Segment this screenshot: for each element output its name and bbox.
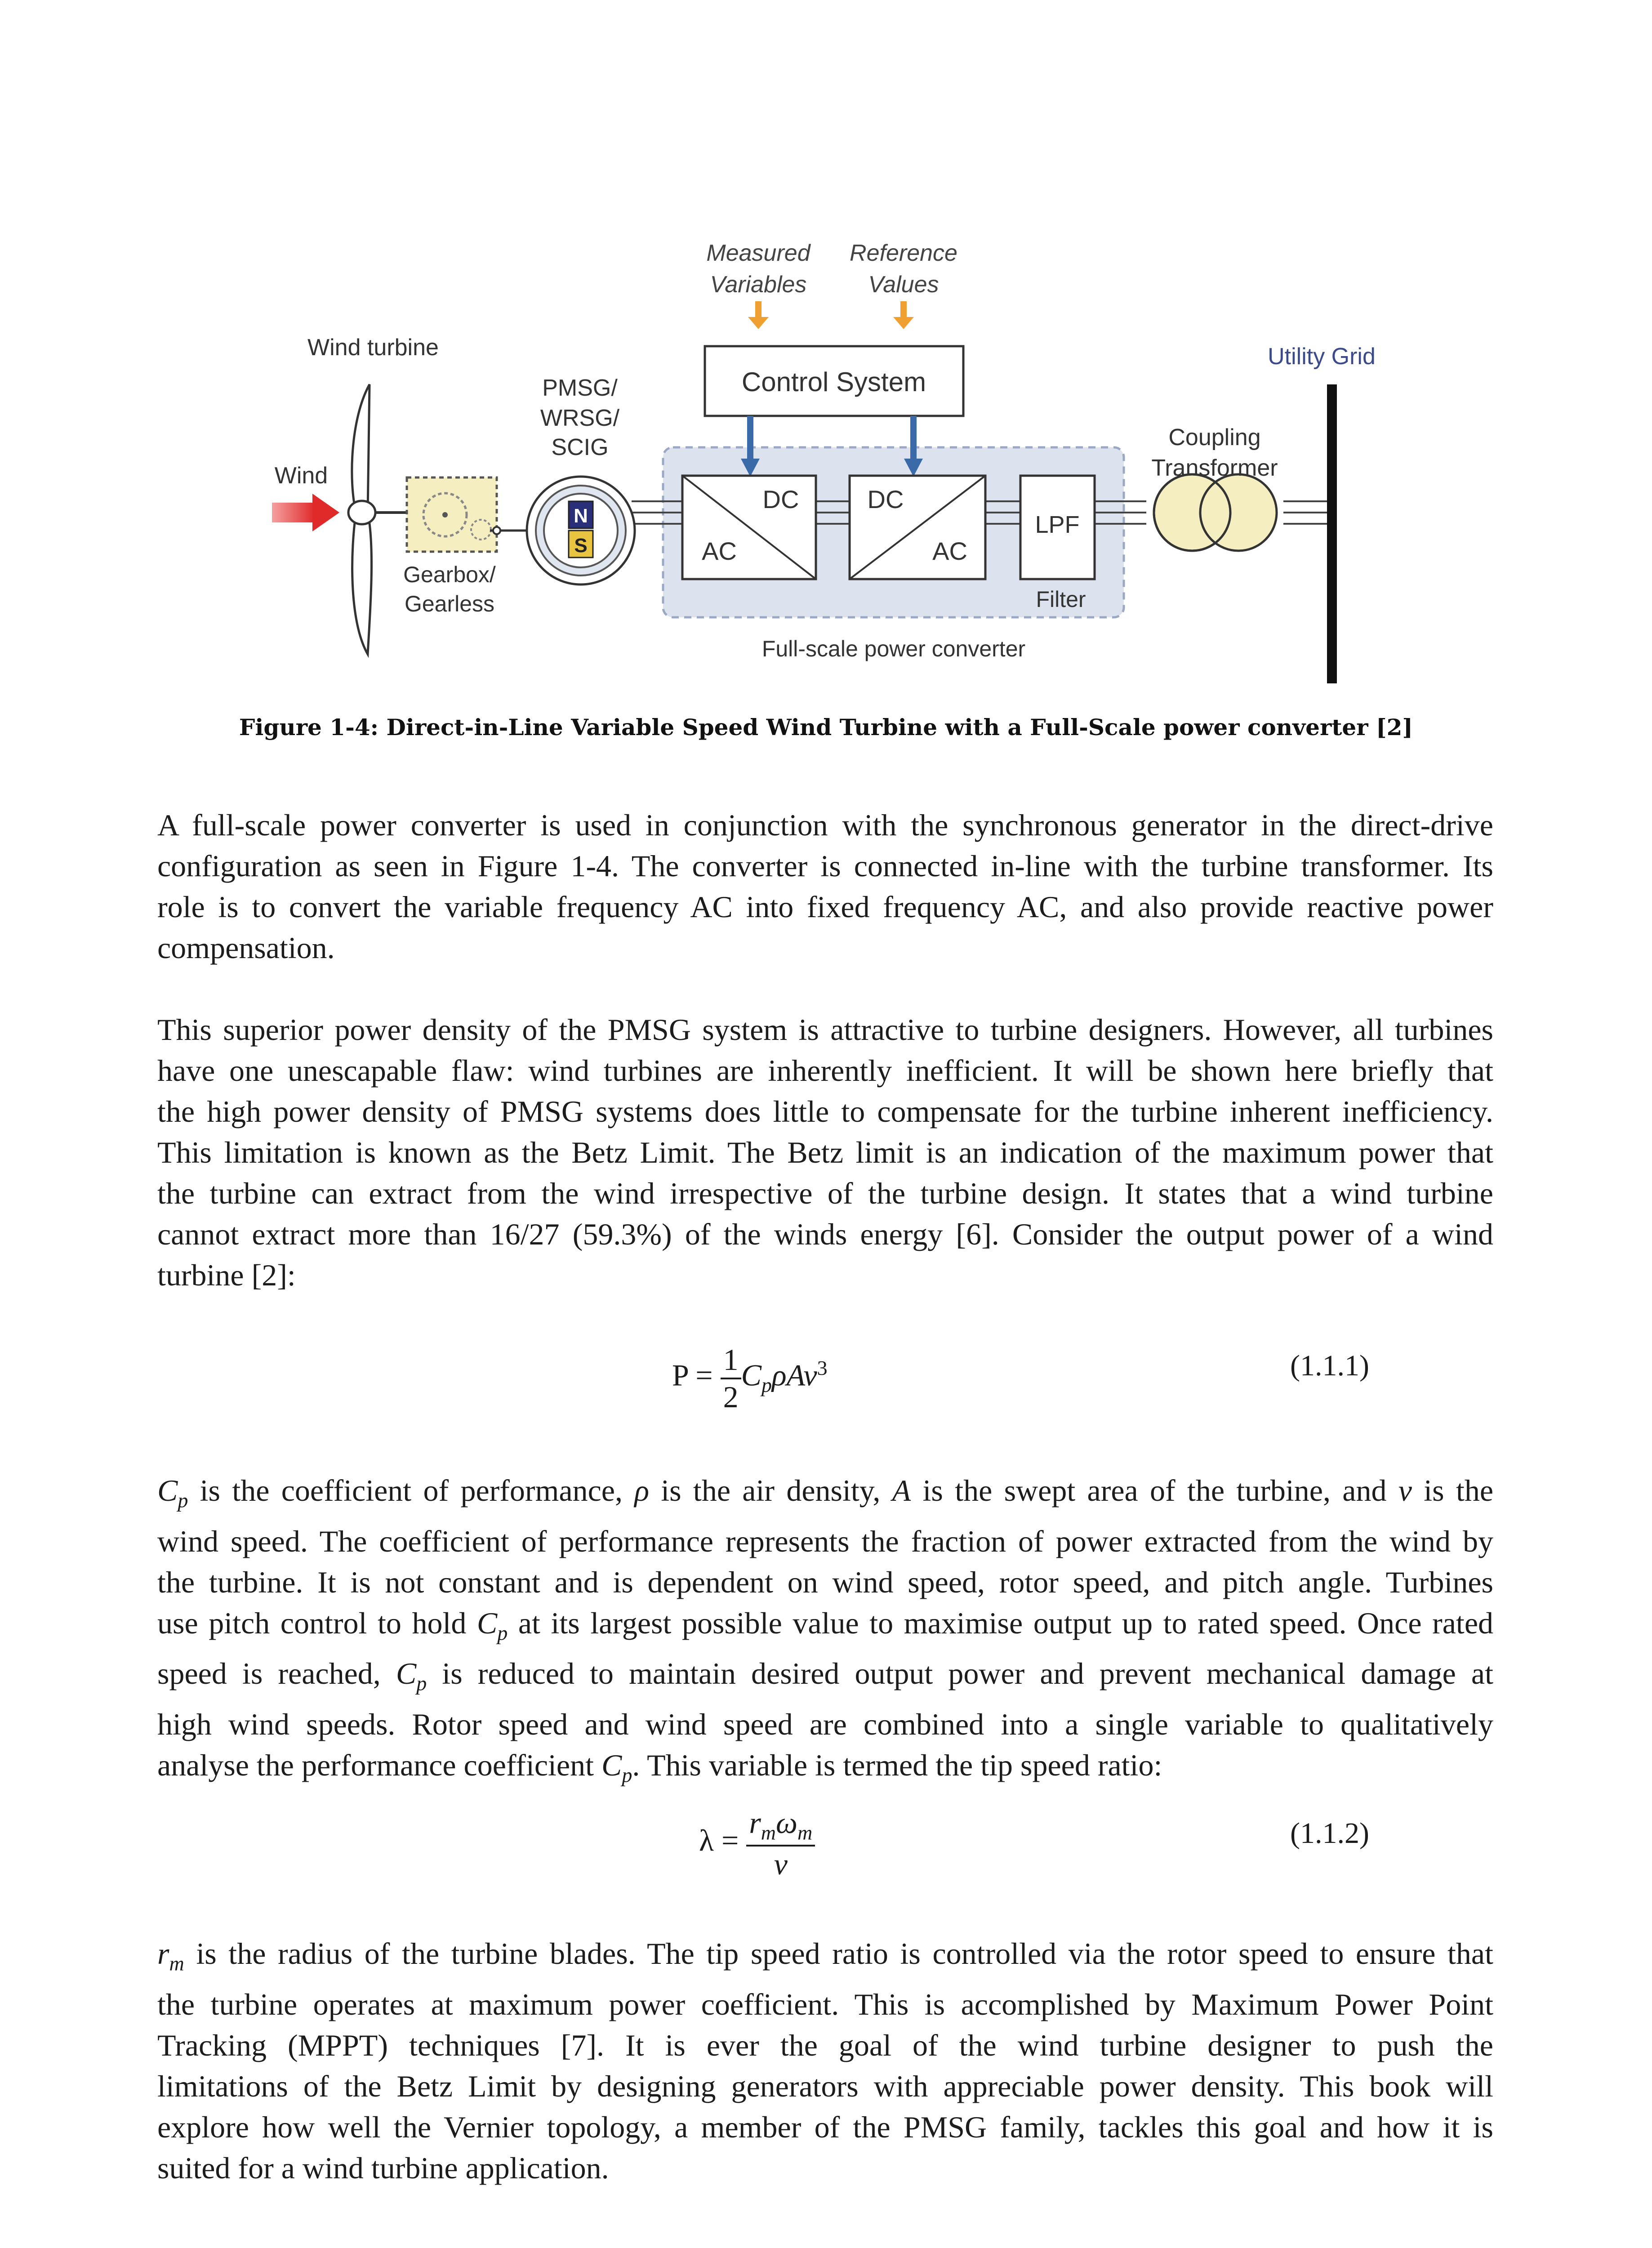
full-scale-converter-label: Full-scale power converter: [761, 636, 1026, 661]
north-pole-label: N: [574, 505, 588, 527]
p4-line-6: suited for a wind turbine application.: [157, 2150, 609, 2185]
south-pole-label: S: [574, 535, 588, 557]
gearbox-label-1: Gearbox/: [403, 562, 496, 587]
converter-diagram: [252, 225, 1403, 701]
inverter-ac-label: AC: [932, 537, 967, 565]
figure-caption: Figure 1-4: Direct-in-Line Variable Speed Wind Turbine with a Full-Scale power converter [2]: [239, 714, 1413, 740]
wind-arrow-icon: [272, 494, 339, 531]
eq1-numerator: 1: [723, 1343, 739, 1377]
eq1-lhs: P =: [672, 1358, 713, 1392]
wind-turbine-figure: [252, 225, 1403, 701]
paragraph-3: [157, 1470, 1493, 1795]
p3-line-6: high wind speeds. Rotor speed and wind speed are combined into a single variable to qualitatively: [157, 1707, 1493, 1741]
p3-line-3: the turbine. It is not constant and is dependent on wind speed, rotor speed, and pitch angle. Turbines: [157, 1565, 1493, 1599]
generator-icon: [527, 477, 635, 584]
rectifier-dc-label: DC: [762, 485, 799, 513]
eq2-denominator: v: [774, 1847, 788, 1881]
p2-line-5: the turbine can extract from the wind irrespective of the turbine design. It states that a wind turbine: [157, 1176, 1493, 1210]
eq1-rho-a-v: ρAv: [772, 1358, 817, 1392]
orange-arrow-measured: [748, 301, 769, 329]
shaft-bearing: [493, 527, 500, 534]
p4-line-5: explore how well the Vernier topology, a member of the PMSG family, tackles this goal and how it is: [157, 2110, 1493, 2144]
equation-tip-speed-ratio: [699, 1805, 815, 1882]
rectifier-ac-dc: [682, 476, 816, 579]
p3-line-2: wind speed. The coefficient of performance represents the fraction of power extracted from the wind by: [157, 1524, 1493, 1558]
inverter-dc-label: DC: [867, 485, 904, 513]
equation-number-1: (1.1.1): [1290, 1349, 1369, 1382]
p4-line-1: $r_m$ is the radius of the turbine blades. The tip speed ratio is controlled via the rotor speed to ensure that: [157, 1936, 1493, 1975]
eq1-denominator: 2: [723, 1380, 739, 1414]
generator-label-3: SCIG: [551, 434, 609, 460]
equation-number-2: (1.1.2): [1290, 1817, 1369, 1850]
wind-turbine-label: Wind turbine: [307, 335, 439, 361]
p4-line-3: Tracking (MPPT) techniques [7]. It is ever the goal of the wind turbine designer to push the: [157, 2028, 1493, 2062]
p4-line-4: limitations of the Betz Limit by designing generators with appreciable power density. This book will: [157, 2069, 1493, 2103]
eq2-numerator: $r_m\omega_m$: [749, 1806, 813, 1844]
eq2-fraction: [746, 1805, 815, 1882]
measured-label-2: Variables: [710, 272, 807, 298]
eq2-lhs: λ =: [699, 1823, 739, 1857]
p3-line-1: $C_p$ is the coefficient of performance, ρ is the air density, A is the swept area of the turbine, and v is the: [157, 1473, 1494, 1512]
measured-label-1: Measured: [706, 240, 810, 266]
eq1-c: C: [741, 1358, 762, 1392]
p2-line-1: This superior power density of the PMSG system is attractive to turbine designers. However, all turbines: [157, 1012, 1493, 1047]
coupling-transformer-icon: [1154, 474, 1277, 551]
p3-line-4: use pitch control to hold $C_p$ at its largest possible value to maximise output up to rated speed. Once rated: [157, 1606, 1493, 1645]
coupling-label-1: Coupling: [1168, 424, 1261, 450]
reference-label-2: Values: [868, 272, 939, 298]
p2-line-3: the high power density of PMSG systems does little to compensate for the turbine inherent inefficiency.: [157, 1094, 1493, 1128]
p2-line-7: turbine [2]:: [157, 1258, 296, 1292]
p2-line-2: have one unescapable flaw: wind turbines are inherently inefficient. It will be shown here briefly that: [157, 1053, 1493, 1088]
rectifier-ac-label: AC: [702, 537, 737, 565]
paragraph-4: [157, 1933, 1493, 2189]
p1-line-3: role is to convert the variable frequency AC into fixed frequency AC, and also provide reactive power: [157, 890, 1493, 924]
filter-label: Filter: [1036, 587, 1086, 612]
p1-line-1: A full-scale power converter is used in conjunction with the synchronous generator in the direct-drive: [157, 808, 1493, 842]
wind-label: Wind: [274, 463, 328, 489]
lpf-label: LPF: [1035, 511, 1080, 538]
reference-label-1: Reference: [850, 240, 957, 266]
p2-line-4: This limitation is known as the Betz Limit. The Betz limit is an indication of the maximum power that: [157, 1135, 1493, 1169]
paragraph-1: [157, 805, 1493, 968]
paragraph-2: [157, 1009, 1493, 1296]
p1-line-2: configuration as seen in Figure 1-4. The converter is connected in-line with the turbine transformer. Its: [157, 849, 1493, 883]
gearbox-label-2: Gearless: [404, 591, 495, 616]
utility-grid-label: Utility Grid: [1268, 343, 1376, 370]
eq1-exponent: 3: [817, 1356, 828, 1379]
coupling-label-2: Transformer: [1151, 455, 1278, 481]
p3-line-7: analyse the performance coefficient $C_p$. This variable is termed the tip speed ratio:: [157, 1748, 1162, 1787]
gearbox-icon: [407, 477, 497, 552]
utility-grid-bus: [1327, 384, 1337, 683]
turbine-blades-icon: [348, 384, 375, 654]
p2-line-6: cannot extract more than 16/27 (59.3%) of the winds energy [6]. Consider the output power of a wind: [157, 1217, 1493, 1251]
p1-line-4: compensation.: [157, 931, 335, 965]
orange-arrow-reference: [893, 301, 914, 329]
generator-label-2: WRSG/: [540, 405, 620, 431]
eq1-fraction: [721, 1342, 741, 1415]
p4-line-2: the turbine operates at maximum power coefficient. This is accomplished by Maximum Power Point: [157, 1987, 1493, 2021]
generator-label-1: PMSG/: [542, 375, 618, 401]
inverter-dc-ac: [850, 476, 985, 579]
control-system-label: Control System: [741, 367, 926, 397]
eq1-p-sub: p: [761, 1374, 772, 1397]
p3-line-5: speed is reached, $C_p$ is reduced to maintain desired output power and prevent mechanical damage at: [157, 1656, 1493, 1695]
equation-power: [672, 1342, 828, 1415]
